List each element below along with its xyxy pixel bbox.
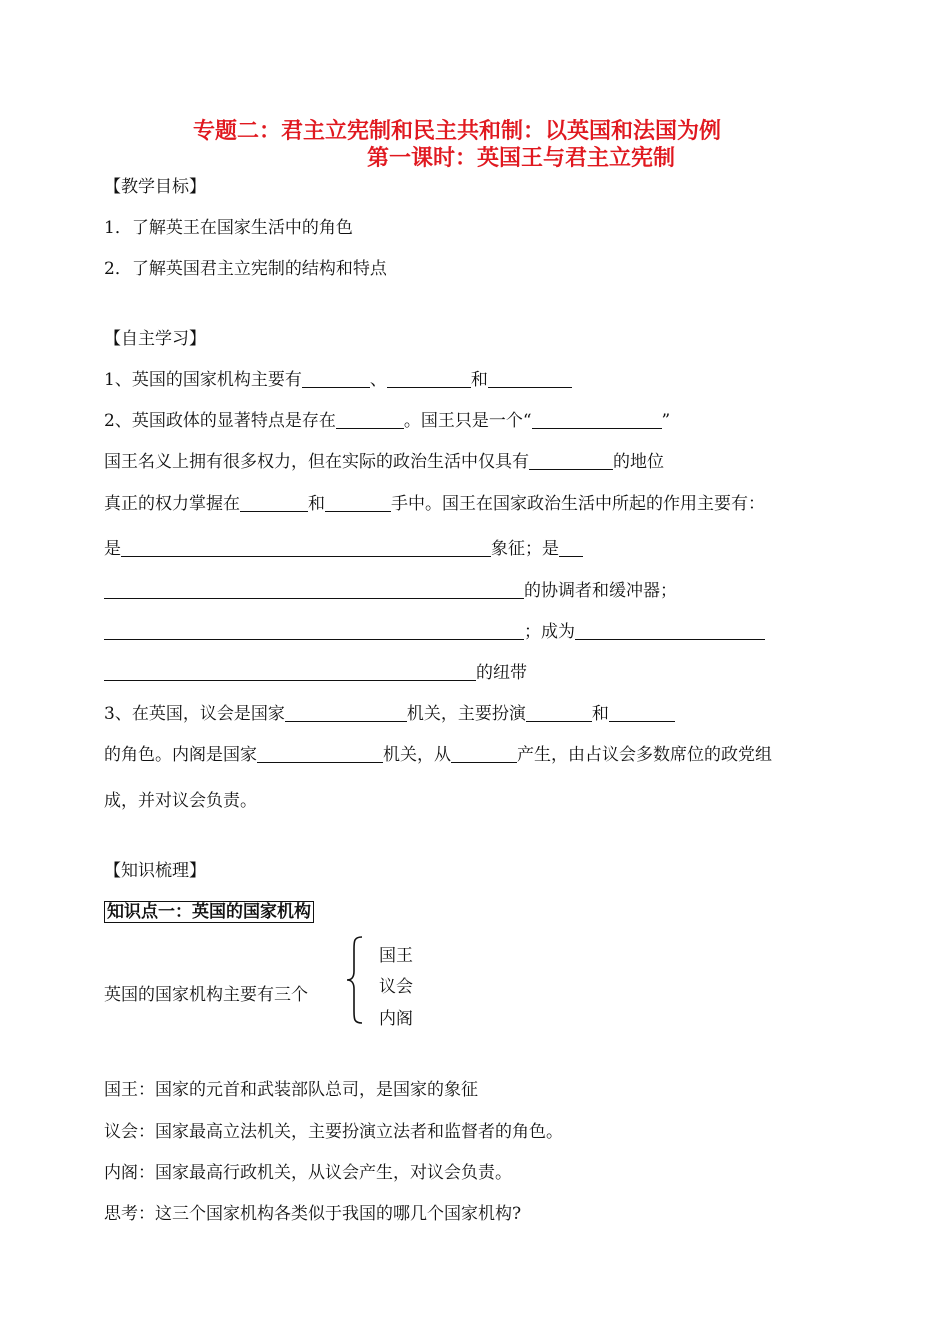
- question-3-line-2: [104, 744, 772, 766]
- q2-blank-7[interactable]: [559, 539, 583, 557]
- question-2-line-6: [104, 621, 765, 643]
- q3-blank-3[interactable]: [609, 704, 675, 722]
- q2-blank-4[interactable]: [240, 494, 308, 512]
- q2-blank-10[interactable]: [575, 622, 765, 640]
- q2-line5-text: 的协调者和缓冲器；: [524, 581, 677, 601]
- q2-blank-5[interactable]: [325, 494, 391, 512]
- q2-line3-text-b: 和: [308, 494, 325, 514]
- q3-blank-4[interactable]: [257, 745, 383, 763]
- q3-text-c: 和: [591, 704, 609, 724]
- q2-text-a: 2、英国政体的显著特点是存在: [104, 411, 336, 431]
- organ-item-parliament: 议会: [379, 977, 413, 997]
- q1-blank-2[interactable]: [387, 370, 471, 388]
- q2-blank-3[interactable]: [529, 452, 613, 470]
- question-3-line-3: 成，并对议会负责。: [104, 791, 257, 811]
- knowledge-heading: 【知识梳理】: [104, 861, 206, 881]
- q2-text-c: ”: [661, 411, 671, 431]
- q2-line3-text-a: 真正的权力掌握在: [104, 494, 240, 514]
- q3-line2-text-a: 的角色。内阁是国家: [104, 745, 257, 765]
- doc-title-line1: 专题二：君主立宪制和民主共和制：以英国和法国为例: [193, 118, 722, 144]
- question-1: [104, 369, 572, 391]
- q2-line2-text-a: 国王名义上拥有很多权力，但在实际的政治生活中仅具有: [104, 452, 529, 472]
- q1-text-a: 1、英国的国家机构主要有: [104, 370, 302, 390]
- question-2-line-2: [104, 451, 664, 473]
- q2-blank-11[interactable]: [104, 663, 476, 681]
- q2-line4-text-a: 是: [104, 539, 121, 559]
- doc-title-line2: 第一课时：英国王与君主立宪制: [367, 145, 676, 171]
- q2-line6-text-a: ；成为: [524, 622, 575, 642]
- think-question: 思考：这三个国家机构各类似于我国的哪几个国家机构?: [104, 1204, 522, 1224]
- self-study-heading: 【自主学习】: [104, 329, 206, 349]
- question-2-line-7: [104, 662, 527, 684]
- q1-blank-1[interactable]: [302, 370, 370, 388]
- knowledge-point-1-title: [104, 901, 314, 923]
- question-3-line-1: [104, 703, 675, 725]
- question-2-line-4: [104, 538, 583, 560]
- cabinet-description: 内阁：国家最高行政机关，从议会产生，对议会负责。: [104, 1163, 512, 1183]
- q2-blank-1[interactable]: [336, 411, 404, 429]
- q2-line3-text-c: 手中。国王在国家政治生活中所起的作用主要有：: [391, 494, 765, 514]
- q2-blank-6[interactable]: [121, 539, 491, 557]
- q3-text-a: 3、在英国，议会是国家: [104, 704, 285, 724]
- q3-line2-text-c: 产生，由占议会多数席位的政党组: [517, 745, 772, 765]
- goal-item-1: 1．了解英王在国家生活中的角色: [104, 218, 353, 238]
- question-2-line-1: [104, 410, 670, 432]
- q2-line4-text-b: 象征；是: [491, 539, 559, 559]
- question-2-line-3: [104, 493, 765, 515]
- parliament-description: 议会：国家最高立法机关，主要扮演立法者和监督者的角色。: [104, 1122, 563, 1142]
- q3-blank-5[interactable]: [451, 745, 517, 763]
- q1-blank-3[interactable]: [488, 370, 572, 388]
- q2-text-b: 。国王只是一个“: [403, 411, 532, 431]
- question-2-line-5: [104, 580, 677, 602]
- goals-heading: 【教学目标】: [104, 177, 206, 197]
- q3-text-b: 机关，主要扮演: [406, 704, 526, 724]
- organs-intro: 英国的国家机构主要有三个: [104, 985, 308, 1005]
- organ-item-cabinet: 内阁: [379, 1009, 413, 1029]
- q2-blank-9[interactable]: [104, 622, 524, 640]
- knowledge-point-1-box: 知识点一：英国的国家机构: [104, 901, 314, 923]
- king-description: 国王：国家的元首和武装部队总司，是国家的象征: [104, 1080, 478, 1100]
- q3-blank-1[interactable]: [285, 704, 407, 722]
- q2-line7-text: 的纽带: [476, 663, 527, 683]
- q3-blank-2[interactable]: [526, 704, 592, 722]
- q1-text-c: 和: [470, 370, 488, 390]
- q1-text-b: 、: [369, 370, 387, 390]
- q2-blank-8[interactable]: [104, 581, 524, 599]
- curly-brace-icon: [344, 935, 366, 1025]
- q2-line2-text-b: 的地位: [613, 452, 664, 472]
- organ-item-king: 国王: [379, 946, 413, 966]
- q2-blank-2[interactable]: [532, 411, 662, 429]
- q3-line2-text-b: 机关，从: [383, 745, 451, 765]
- goal-item-2: 2．了解英国君主立宪制的结构和特点: [104, 259, 387, 279]
